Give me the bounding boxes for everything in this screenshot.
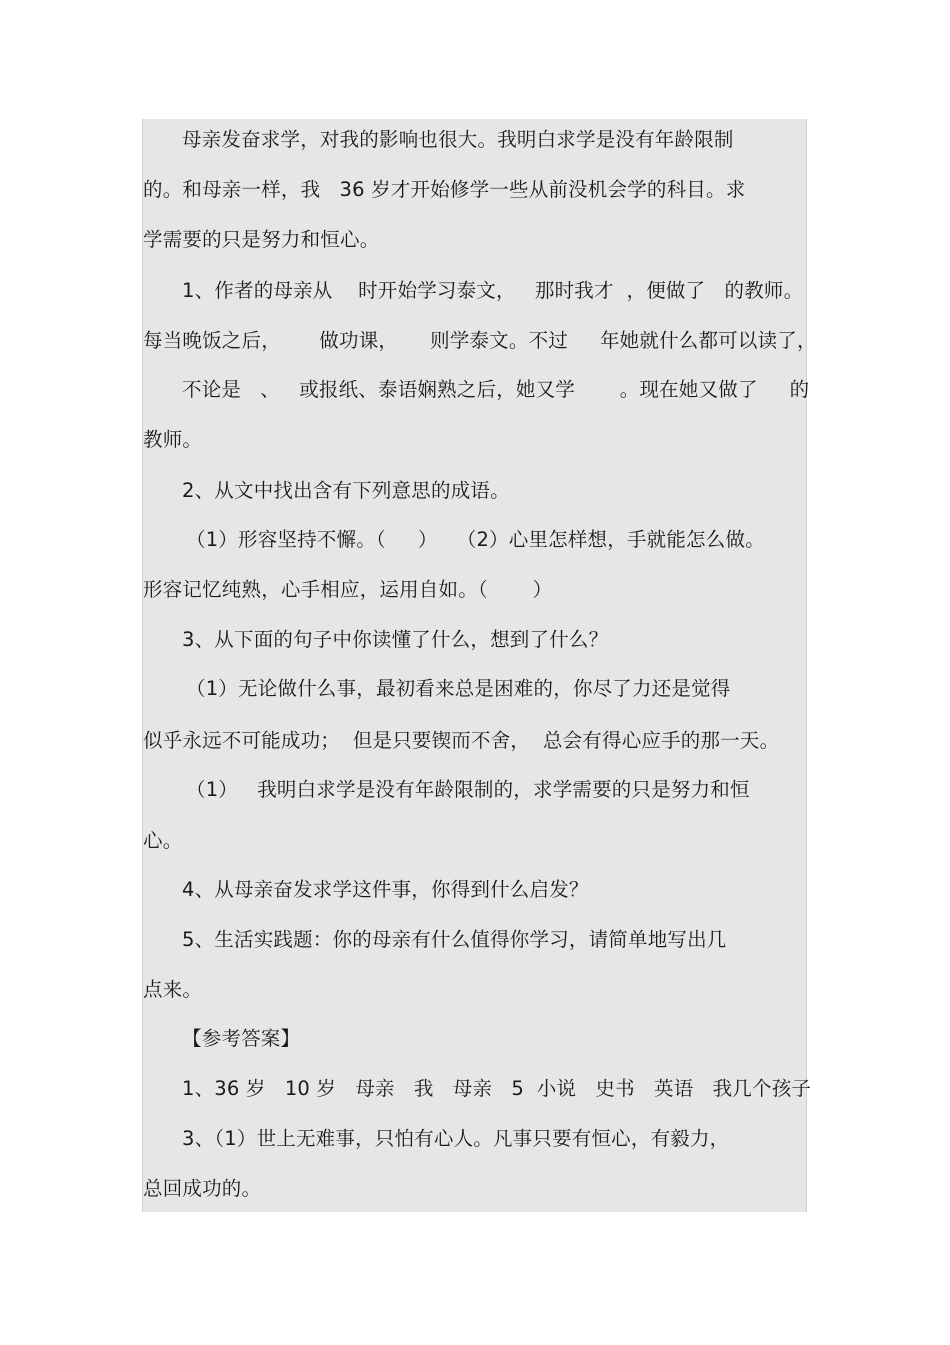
paragraph-line: 母亲发奋求学，对我的影响也很大。我明白求学是没有年龄限制 bbox=[182, 128, 734, 151]
question-1-line: 不论是 、 或报纸、泰语娴熟之后，她又学 。现在她又做了 的 bbox=[182, 378, 810, 401]
question-1: 1、作者的母亲从 时开始学习泰文， 那时我才 ，便做了 的教师。 bbox=[182, 279, 804, 302]
question-2: 2、从文中找出含有下列意思的成语。 bbox=[182, 479, 510, 502]
answer-1: 1、36 岁 10 岁 母亲 我 母亲 5 小说 史书 英语 我几个孩子 bbox=[182, 1077, 812, 1100]
paragraph-line: 学需要的只是努力和恒心。 bbox=[143, 228, 380, 251]
question-3: 3、从下面的句子中你读懂了什么，想到了什么？ bbox=[182, 628, 609, 651]
question-3-line: 心。 bbox=[143, 829, 183, 852]
question-4: 4、从母亲奋发求学这件事，你得到什么启发？ bbox=[182, 878, 589, 901]
paragraph-line: 的。和母亲一样，我 36 岁才开始修学一些从前没机会学的科目。求 bbox=[143, 178, 746, 201]
question-1-line: 每当晚饭之后， 做功课， 则学泰文。不过 年她就什么都可以读了， bbox=[143, 329, 817, 352]
answer-3: 3、（1）世上无难事，只怕有心人。凡事只要有恒心，有毅力， bbox=[182, 1127, 730, 1150]
question-2-line: 形容记忆纯熟，心手相应，运用自如。（ ） bbox=[143, 578, 553, 601]
question-1-line: 教师。 bbox=[143, 428, 203, 451]
question-3-line: （1） 我明白求学是没有年龄限制的，求学需要的只是努力和恒 bbox=[186, 778, 750, 801]
answer-3-line: 总回成功的。 bbox=[143, 1177, 262, 1200]
question-2-line: （1）形容坚持不懈。（ ） （2）心里怎样想，手就能怎么做。 bbox=[186, 528, 765, 551]
question-5-line: 点来。 bbox=[143, 978, 203, 1001]
question-3-line: （1）无论做什么事，最初看来总是困难的，你尽了力还是觉得 bbox=[186, 677, 731, 700]
answer-heading: 【参考答案】 bbox=[182, 1027, 301, 1050]
question-3-line: 似乎永远不可能成功； 但是只要锲而不舍， 总会有得心应手的那一天。 bbox=[143, 729, 780, 752]
question-5: 5、生活实践题：你的母亲有什么值得你学习，请简单地写出几 bbox=[182, 928, 727, 951]
